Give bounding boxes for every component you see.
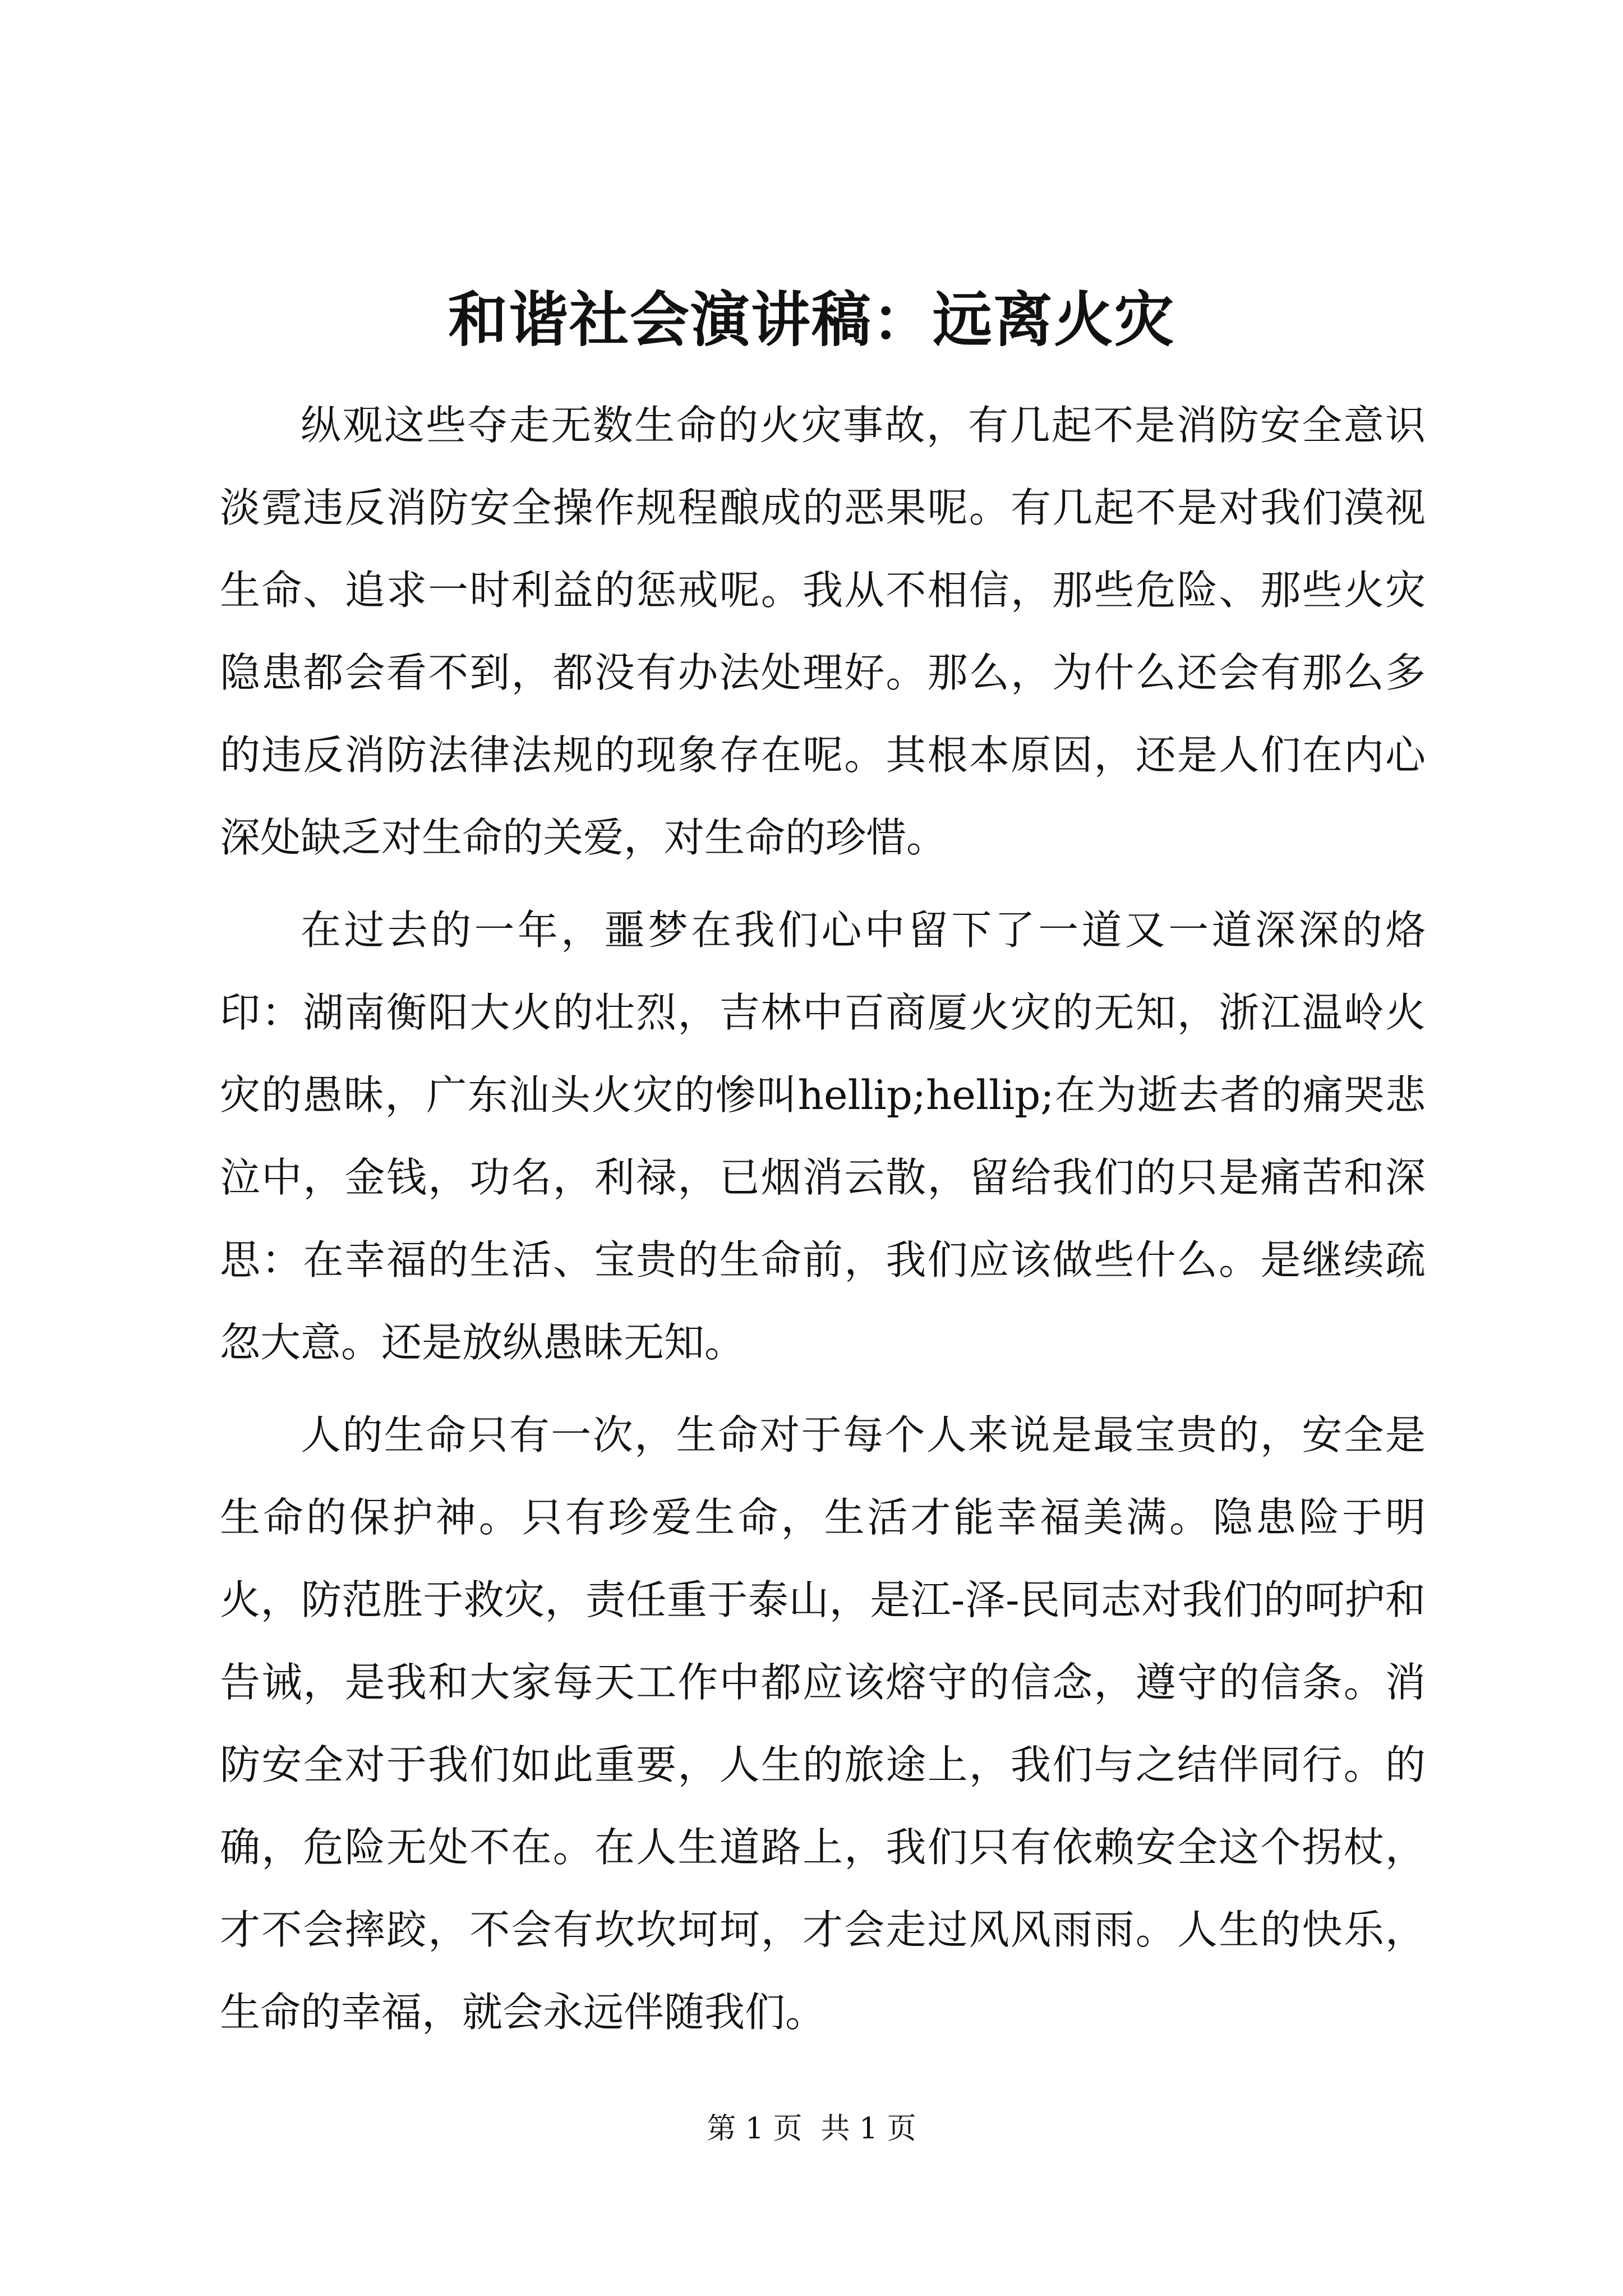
document-body bbox=[220, 384, 1426, 2064]
page-number-label: 第 1 页 共 1 页 bbox=[707, 2112, 916, 2146]
paragraph-2: 在过去的一年，噩梦在我们心中留下了一道又一道深深的烙印：湖南衡阳大火的壮烈，吉林中百商厦火灾的无知，浙江温岭火灾的愚昧，广东汕头火灾的惨叫hellip;hellip;在为逝去者的痛哭悲泣中，金钱，功名，利禄，已烟消云散，留给我们的只是痛苦和深思：在幸福的生活、宝贵的生命前，我们应该做些什么。是继续疏忽大意。还是放纵愚昧无知。 bbox=[220, 907, 1426, 1366]
paragraph-3: 人的生命只有一次，生命对于每个人来说是最宝贵的，安全是生命的保护神。只有珍爱生命，生活才能幸福美满。隐患险于明火，防范胜于救灾，责任重于泰山，是江-泽-民同志对我们的呵护和告诫，是我和大家每天工作中都应该熔守的信念，遵守的信条。消防安全对于我们如此重要，人生的旅途上，我们与之结伴同行。的确，危险无处不在。在人生道路上，我们只有依赖安全这个拐杖，才不会摔跤，不会有坎坎坷坷，才会走过风风雨雨。人生的快乐，生命的幸福，就会永远伴随我们。 bbox=[220, 1411, 1426, 2036]
paragraph-1: 纵观这些夺走无数生命的火灾事故，有几起不是消防安全意识淡霓违反消防安全操作规程酿成的恶果呢。有几起不是对我们漠视生命、追求一时利益的惩戒呢。我从不相信，那些危险、那些火灾隐患都会看不到，都没有办法处理好。那么，为什么还会有那么多的违反消防法律法规的现象存在呢。其根本原因，还是人们在内心深处缺乏对生命的关爱，对生命的珍惜。 bbox=[220, 402, 1426, 861]
document-title: 和谐社会演讲稿：远离火灾 bbox=[448, 284, 1175, 355]
page-footer bbox=[0, 2109, 1623, 2148]
